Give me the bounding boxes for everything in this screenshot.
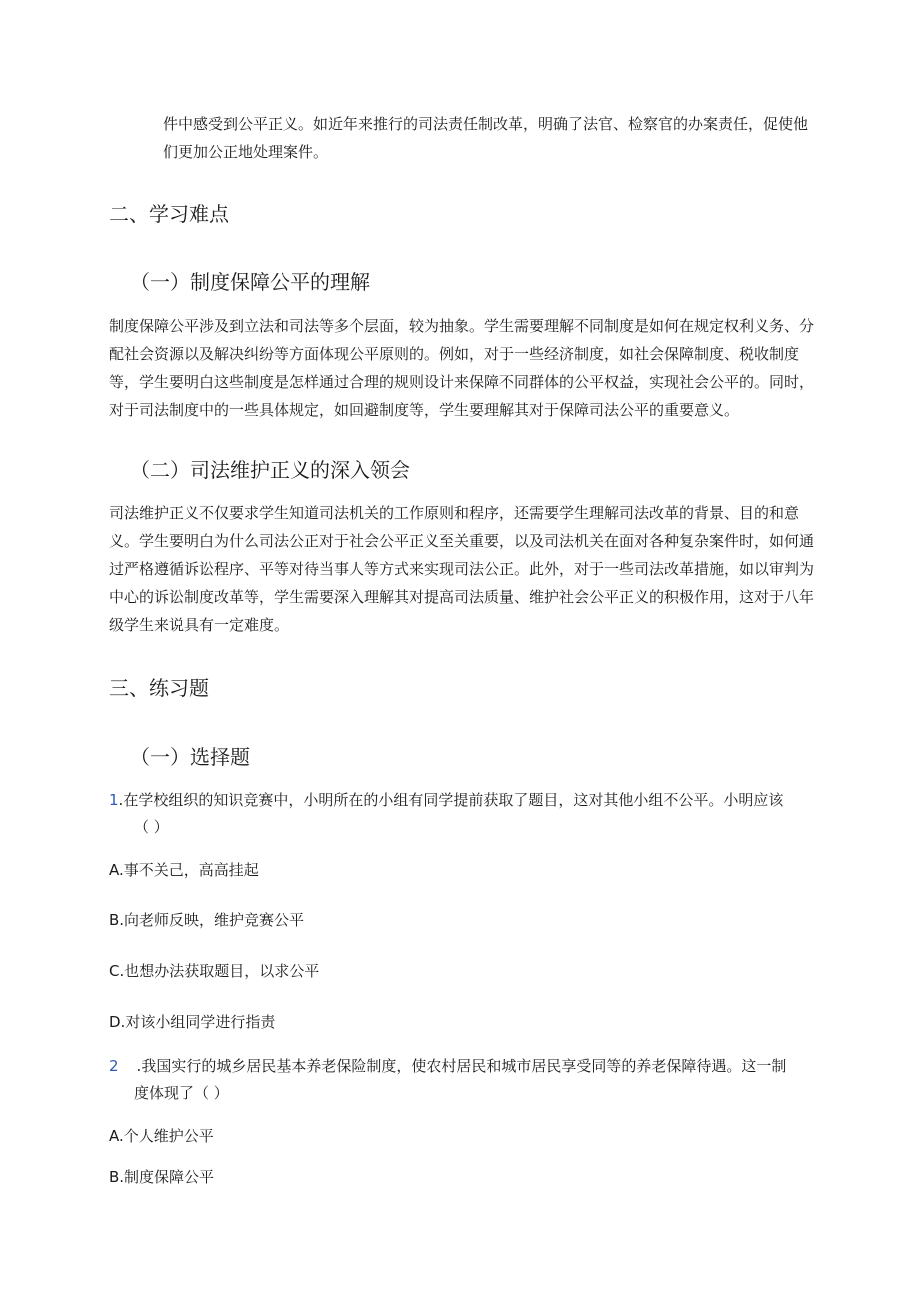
question-1-option-c: C.也想办法获取题目，以求公平 <box>109 962 320 980</box>
question-number: 1 <box>109 791 119 809</box>
intro-paragraph: 件中感受到公平正义。如近年来推行的司法责任制改革，明确了法官、检察官的办案责任，促使他们更加公正地处理案件。 <box>163 115 809 161</box>
question-text-continued: 度体现了（ ） <box>134 1084 229 1102</box>
section-heading-difficulties: 二、学习难点 <box>109 202 229 226</box>
question-1-option-d: D.对该小组同学进行指责 <box>109 1013 276 1031</box>
paragraph-judicial-justice: 司法维护正义不仅要求学生知道司法机关的工作原则和程序，还需要学生理解司法改革的背景、目的和意义。学生要明白为什么司法公正对于社会公平正义至关重要，以及司法机关在面对各种复杂案件时，如何通过严格遵循诉讼程序、平等对待当事人等方式来实现司法公正。此外，对于一些司法改革措施，如以审判为中心的诉讼制度改革等，学生需要深入理解其对提高司法质量、维护社会公平正义的积极作用，这对于八年级学生来说具有一定难度。 <box>109 504 815 634</box>
question-text: .在学校组织的知识竞赛中，小明所在的小组有同学提前获取了题目，这对其他小组不公平。小明应该 <box>118 791 784 809</box>
question-1-option-b: B.向老师反映，维护竞赛公平 <box>109 911 305 929</box>
paragraph-institutional-fairness: 制度保障公平涉及到立法和司法等多个层面，较为抽象。学生需要理解不同制度是如何在规定权利义务、分配社会资源以及解决纠纷等方面体现公平原则的。例如，对于一些经济制度，如社会保障制度、税收制度等，学生要明白这些制度是怎样通过合理的规则设计来保障不同群体的公平权益，实现社会公平的。同时，对于司法制度中的一些具体规定，如回避制度等，学生要理解其对于保障司法公平的重要意义。 <box>109 317 815 419</box>
subsection-heading-multiple-choice: （一）选择题 <box>130 745 250 769</box>
question-2-option-b: B.制度保障公平 <box>109 1168 215 1186</box>
question-text-continued: （ ） <box>134 818 169 836</box>
question-number: 2 <box>109 1057 119 1075</box>
question-text: .我国实行的城乡居民基本养老保险制度，使农村居民和城市居民享受同等的养老保障待遇。这一制 <box>136 1057 787 1075</box>
subsection-heading-institutional-fairness: （一）制度保障公平的理解 <box>130 270 370 294</box>
question-2-option-a: A.个人维护公平 <box>109 1127 214 1145</box>
question-1-option-a: A.事不关己，高高挂起 <box>109 861 259 879</box>
question-2 <box>109 1053 814 1107</box>
section-heading-exercises: 三、练习题 <box>109 676 209 700</box>
question-1 <box>109 787 814 841</box>
subsection-heading-judicial-justice: （二）司法维护正义的深入领会 <box>130 458 410 482</box>
